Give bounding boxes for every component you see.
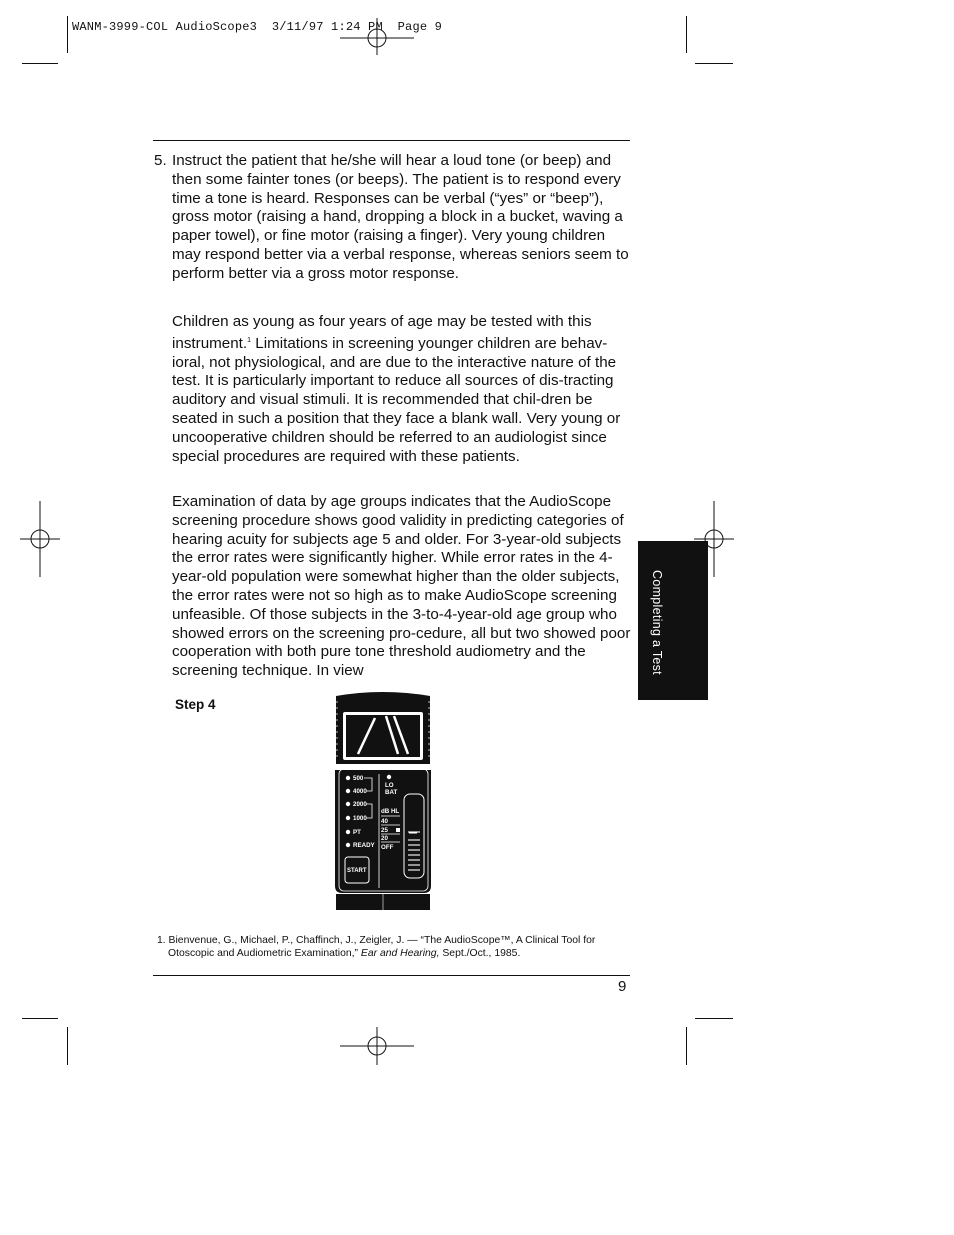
- ready-label: READY: [353, 842, 375, 849]
- level-off: OFF: [381, 844, 394, 851]
- level-40: 40: [381, 818, 388, 825]
- top-rule: [153, 140, 630, 141]
- step5-paragraph-2: Children as young as four years of age may be tested with this instrument.$^1$ Limitations in screening younger children are behav-ioral, not physiological, and are due to the interactive nature of the test. It is particularly important to reduce all sources of dis-tracting auditory and visual stimuli. It is recommended that chil-dren be seated in such a position that they face a blank wall. Very young or uncooperative children should be referred to an audiologist since special procedures are required with these patients.: [172, 313, 621, 465]
- lo-label: LO: [385, 782, 394, 789]
- registration-mark-top: [338, 16, 416, 56]
- bottom-rule: [153, 975, 630, 976]
- db-hl-label: dB HL: [381, 808, 400, 815]
- start-label: START: [347, 868, 367, 874]
- step5-paragraph-3: Examination of data by age groups indicates that the AudioScope screening procedure shows good validity in predicting categories of hearing acuity for subjects age 5 and older. For 3-year-old subjects the error rates were significantly higher. While error rates in the 4-year-old population were somewhat higher than the older subjects, the error rates were not so high as to make AudioScope screening unfeasible. Of those subjects in the 3-to-4-year-old age group who showed errors on the screening pro-cedure, all but two showed poor cooperation with both pure tone threshold audiometry and the screening technique. In view: [172, 493, 631, 680]
- freq-label-1000: 1000: [353, 815, 367, 822]
- bat-label: BAT: [385, 789, 398, 796]
- step-number: 5.: [154, 152, 167, 169]
- freq-label-4000: 4000: [353, 788, 367, 795]
- footnote: 1. Bienvenue, G., Michael, P., Chaffinch, J., Zeigler, J. — “The AudioScope™, A Clinical Tool for Otoscopic and Audiometric Examination,” Ear and Hearing, Sept./Oct., 1985.: [157, 935, 596, 960]
- registration-mark-left: [18, 499, 62, 579]
- audioscope-device-illustration: [330, 690, 436, 910]
- level-20: 20: [381, 835, 388, 842]
- printer-slug: WANM-3999-COL AudioScope3 3/11/97 1:24 PM Page 9: [72, 20, 443, 34]
- step5-paragraph-1: Instruct the patient that he/she will hear a loud tone (or beep) and then some fainter tones (or beeps). The patient is to respond every time a tone is heard. Responses can be verbal (“yes” or “beep”), gross motor (raising a hand, dropping a block in a bucket, waving a paper towel), or fine motor (raising a finger). Very young children may respond better via a verbal response, whereas seniors seem to perform better via a gross motor response.: [172, 152, 629, 282]
- pt-label: PT: [353, 829, 361, 836]
- freq-label-2000: 2000: [353, 801, 367, 808]
- section-tab-label: Completing a Test: [650, 570, 664, 675]
- registration-mark-bottom: [338, 1025, 416, 1067]
- section-tab: [638, 541, 708, 700]
- freq-label-500: 500: [353, 775, 364, 782]
- level-25: 25: [381, 827, 388, 834]
- figure-label: Step 4: [175, 697, 216, 712]
- page-number: 9: [618, 978, 627, 995]
- footnote-ref: 1: [247, 336, 252, 344]
